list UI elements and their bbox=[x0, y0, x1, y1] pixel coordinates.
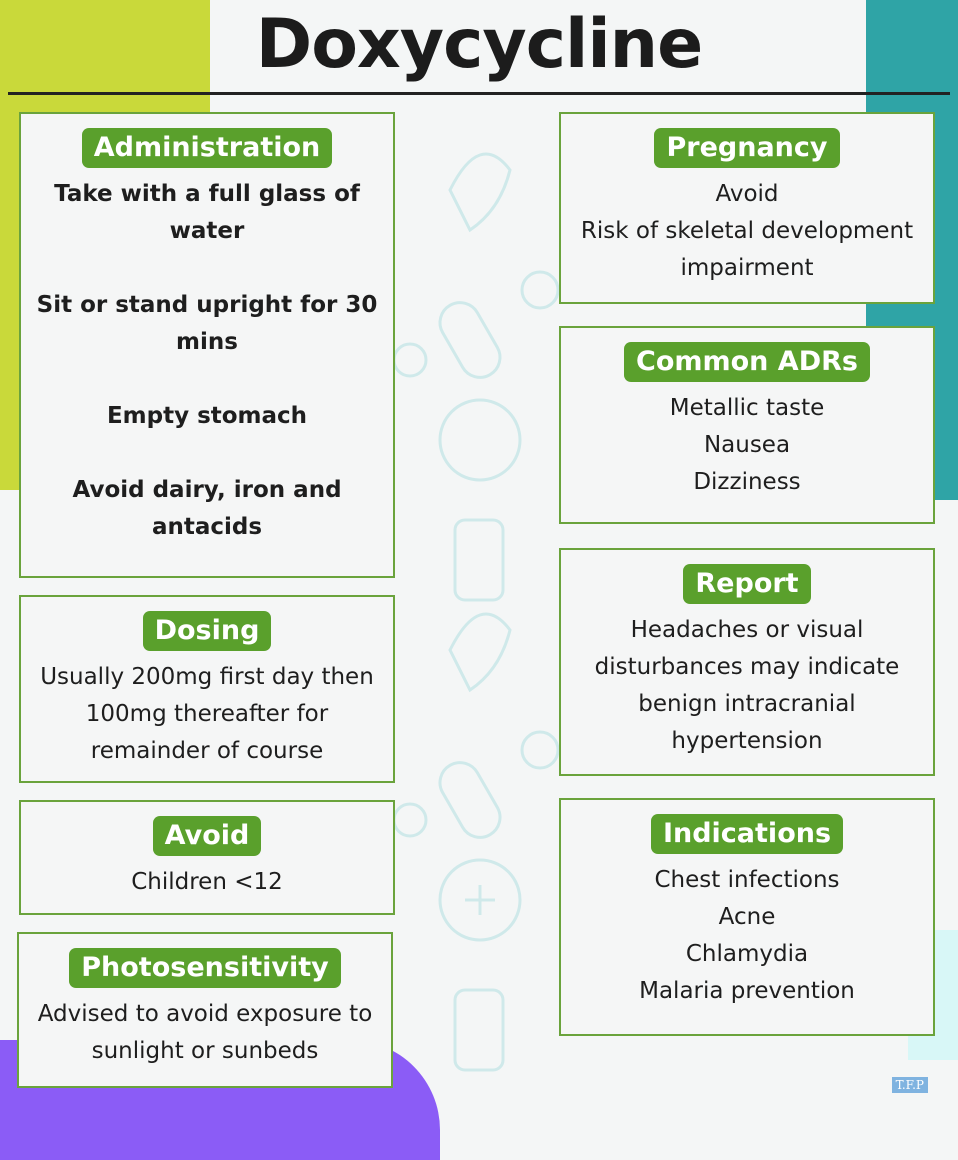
avoid-text bbox=[21, 864, 393, 901]
capsule-icon bbox=[433, 755, 508, 844]
pregnancy-heading: Pregnancy bbox=[654, 128, 839, 168]
indications-line: Malaria prevention bbox=[639, 978, 855, 1004]
stethoscope-icon bbox=[440, 400, 520, 480]
indications-line: Chest infections bbox=[654, 867, 840, 893]
indications-line: Chlamydia bbox=[685, 941, 809, 967]
capsule-icon bbox=[433, 295, 508, 384]
bottle-icon bbox=[455, 990, 503, 1070]
photosensitivity-text bbox=[19, 996, 391, 1070]
photosensitivity-card bbox=[17, 932, 393, 1088]
avoid-card bbox=[19, 800, 395, 915]
title-divider bbox=[8, 92, 950, 95]
dosing-card bbox=[19, 595, 395, 783]
common-adrs-text bbox=[561, 390, 933, 501]
indications-line: Acne bbox=[718, 904, 776, 930]
common-adrs-line: Nausea bbox=[703, 432, 791, 458]
avoid-line: Children <12 bbox=[131, 869, 283, 895]
administration-line: Take with a full glass of bbox=[54, 181, 360, 207]
photosensitivity-line: Advised to avoid exposure to bbox=[37, 1001, 373, 1027]
dosing-text bbox=[21, 659, 393, 770]
administration-card bbox=[19, 112, 395, 578]
pregnancy-line: impairment bbox=[680, 255, 814, 281]
avoid-heading: Avoid bbox=[153, 816, 262, 856]
common-adrs-card bbox=[559, 326, 935, 524]
watermark-logo: T.F.P bbox=[892, 1077, 928, 1093]
report-line: benign intracranial bbox=[638, 691, 856, 717]
pregnancy-line: Avoid bbox=[715, 181, 779, 207]
report-heading: Report bbox=[683, 564, 810, 604]
administration-line: Sit or stand upright for 30 bbox=[36, 292, 378, 318]
report-line: Headaches or visual bbox=[630, 617, 864, 643]
pill-icon bbox=[450, 154, 510, 230]
administration-line: mins bbox=[176, 329, 238, 355]
indications-card bbox=[559, 798, 935, 1036]
administration-text bbox=[21, 176, 393, 546]
indications-text bbox=[561, 862, 933, 1010]
pregnancy-line: Risk of skeletal development bbox=[580, 218, 914, 244]
administration-heading: Administration bbox=[82, 128, 333, 168]
bottle-icon bbox=[455, 520, 503, 600]
report-card bbox=[559, 548, 935, 776]
administration-line: Avoid dairy, iron and bbox=[72, 477, 342, 503]
photosensitivity-line: sunlight or sunbeds bbox=[91, 1038, 319, 1064]
common-adrs-line: Metallic taste bbox=[669, 395, 825, 421]
photosensitivity-heading: Photosensitivity bbox=[69, 948, 340, 988]
report-line: hypertension bbox=[671, 728, 823, 754]
report-line: disturbances may indicate bbox=[594, 654, 900, 680]
administration-line: Empty stomach bbox=[106, 403, 308, 429]
indications-heading: Indications bbox=[651, 814, 843, 854]
page-title: Doxycycline bbox=[255, 5, 703, 84]
dosing-line: 100mg thereafter for bbox=[85, 701, 329, 727]
pregnancy-text bbox=[561, 176, 933, 287]
dosing-line: Usually 200mg first day then bbox=[40, 664, 374, 690]
administration-line: water bbox=[169, 218, 245, 244]
pregnancy-card bbox=[559, 112, 935, 304]
dosing-heading: Dosing bbox=[143, 611, 272, 651]
common-adrs-heading: Common ADRs bbox=[624, 342, 870, 382]
common-adrs-line: Dizziness bbox=[693, 469, 801, 495]
administration-line: antacids bbox=[151, 514, 263, 540]
dosing-line: remainder of course bbox=[90, 738, 324, 764]
report-text bbox=[561, 612, 933, 760]
pill-icon bbox=[450, 614, 510, 690]
